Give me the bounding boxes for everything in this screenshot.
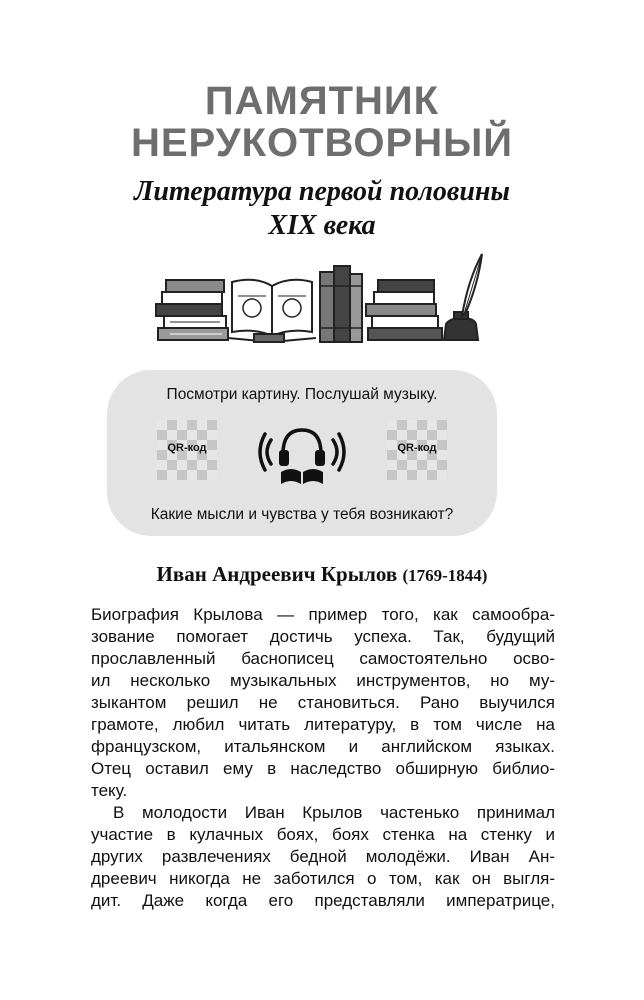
text-line: прославленный баснописец самостоятельно осво- [91,649,555,668]
author-name: Иван Андреевич Крылов [156,562,398,586]
biography-text [91,604,555,912]
text-line: Отец оставил ему в наследство обширную библио- [91,759,555,778]
text-line: других развлечениях бедной молодёжи. Иван Ан- [91,847,555,866]
panel-question: Какие мысли и чувства у тебя возникают? [150,506,454,523]
book-subtitle-line1: Литература первой половины [134,176,510,207]
text-line: ил несколько музыкальных инструментов, но му- [91,671,555,690]
qr-code-right[interactable] [387,420,447,480]
text-line: участие в кулачных боях, боях стенка на стенку и [91,825,555,844]
text-line: теку. [91,781,128,800]
book-title [0,80,644,164]
text-line: Биография Крылова — пример того, как самообра- [91,605,555,624]
text-line: В молодости Иван Крылов частенько принимал [113,803,555,822]
qr-code-left-label: QR-код [167,442,207,454]
text-line: дреевич никогда не заботился о том, как он выгля- [91,869,555,888]
text-line: зыкантом решил не становиться. Рано выучился [91,693,555,712]
panel-instruction: Посмотри картину. Послушай музыку. [166,386,438,403]
text-line: французском, итальянском и английском языках. [91,737,555,756]
text-line: грамоте, любил читать литературу, в том числе на [91,715,555,734]
qr-code-left[interactable] [157,420,217,480]
media-panel [107,370,497,536]
books-and-quill-illustration [150,250,490,350]
book-subtitle-line2: XIX века [268,210,376,241]
author-years: (1769-1844) [402,566,488,585]
author-heading [0,562,644,587]
qr-code-right-label: QR-код [397,442,437,454]
text-line: дит. Даже когда его представляли императрице, [91,891,555,910]
book-title-line1: ПАМЯТНИК [204,79,440,123]
paragraph-1 [91,604,555,802]
text-line: зование помогает достичь успеха. Так, будущий [91,627,555,646]
paragraph-2 [91,802,555,912]
book-subtitle [0,175,644,243]
book-title-line2: НЕРУКОТВОРНЫЙ [130,121,514,165]
headphones-book-icon [257,418,347,488]
